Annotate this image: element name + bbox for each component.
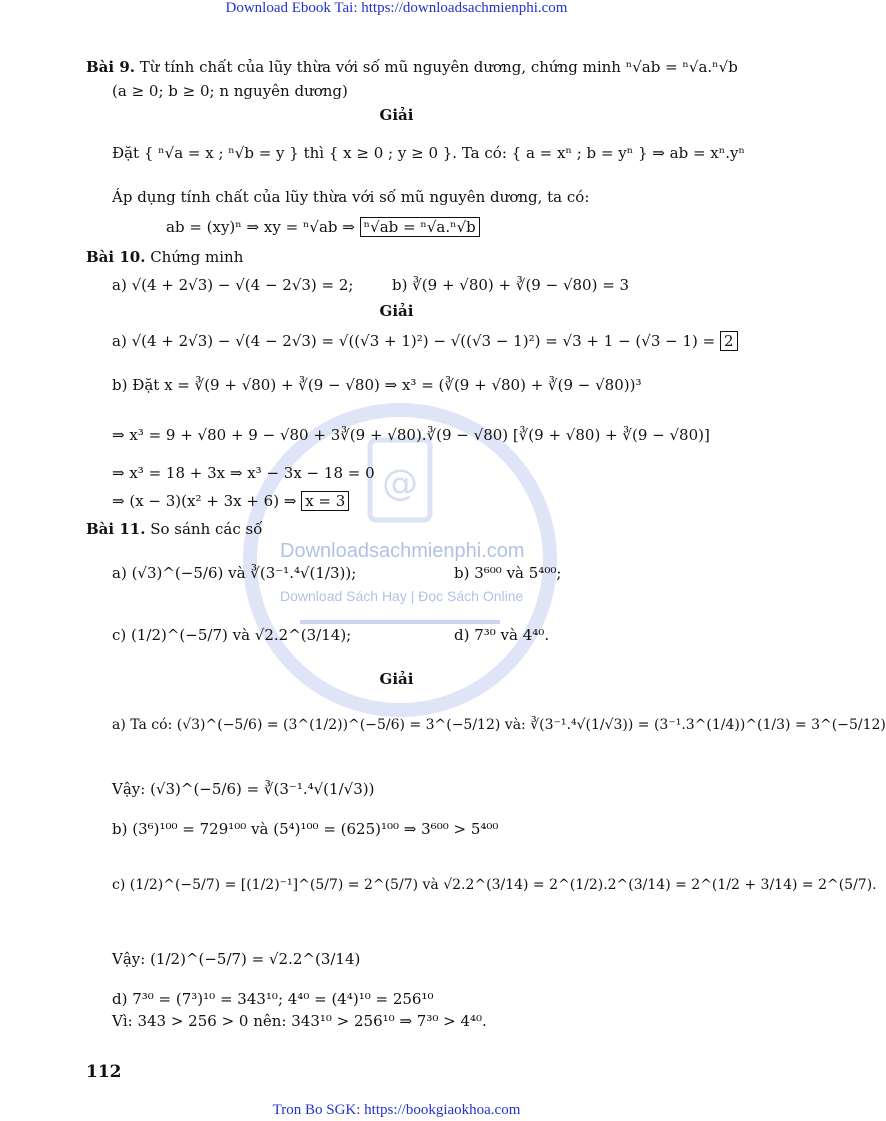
bai9-statement: Từ tính chất của lũy thừa với số mũ nguyên dương, chứng minh ⁿ√ab = ⁿ√a.ⁿ√b: [139, 58, 738, 76]
bai9-line: [86, 60, 738, 75]
bai11-line: [86, 522, 262, 537]
bai9-condition: (a ≥ 0; b ≥ 0; n nguyên dương): [112, 82, 348, 100]
bai11-solution-a2: Vậy: (√3)^(−5/6) = ∛(3⁻¹.⁴√(1/√3)): [112, 780, 375, 798]
bai9-result: [166, 220, 480, 235]
bai11-question-d: d) 7³⁰ và 4⁴⁰.: [454, 626, 550, 644]
bai10-sa-box: 2: [720, 331, 738, 351]
bai10-line: [86, 250, 243, 265]
footer-link[interactable]: Tron Bo SGK: https://bookgiaokhoa.com: [272, 1102, 521, 1118]
watermark-subtitle: Download Sách Hay | Đọc Sách Online: [280, 588, 524, 604]
bai10-solution-b4: [112, 494, 349, 509]
header-link[interactable]: Download Ebook Tai: https://downloadsachmienphi.com: [225, 0, 568, 16]
bai10-sa-text: a) √(4 + 2√3) − √(4 − 2√3) = √((√3 + 1)²) − √((√3 − 1)²) = √3 + 1 − (√3 − 1) =: [112, 332, 716, 350]
bai11-question-c: c) (1/2)^(−5/7) và √2.2^(3/14);: [112, 626, 352, 644]
bai11-statement: So sánh các số: [150, 520, 263, 538]
bai10-sb4-text: ⇒ (x − 3)(x² + 3x + 6) ⇒: [112, 492, 297, 510]
bai10-solution-b2: ⇒ x³ = 9 + √80 + 9 − √80 + 3∛(9 + √80).∛(9 − √80) [∛(9 + √80) + ∛(9 − √80)]: [112, 426, 710, 444]
bai9-giai: Giải: [379, 106, 414, 124]
bai10-solution-b1: b) Đặt x = ∛(9 + √80) + ∛(9 − √80) ⇒ x³ = (∛(9 + √80) + ∛(9 − √80))³: [112, 376, 642, 394]
bai11-solution-d2: Vì: 343 > 256 > 0 nên: 343¹⁰ > 256¹⁰ ⇒ 7³⁰ > 4⁴⁰.: [112, 1012, 487, 1030]
bai11-question-b: b) 3⁶⁰⁰ và 5⁴⁰⁰;: [454, 564, 562, 582]
bai10-title: Bài 10.: [86, 248, 146, 266]
svg-text:@: @: [382, 463, 418, 504]
watermark-title: Downloadsachmienphi.com: [280, 540, 525, 562]
bai10-solution-a: [112, 334, 738, 349]
bai11-title: Bài 11.: [86, 520, 146, 538]
bai10-giai: Giải: [379, 302, 414, 320]
bai9-result-box: ⁿ√ab = ⁿ√a.ⁿ√b: [360, 217, 480, 237]
bai11-solution-d1: d) 7³⁰ = (7³)¹⁰ = 343¹⁰; 4⁴⁰ = (4⁴)¹⁰ = 256¹⁰: [112, 990, 434, 1008]
bai9-title: Bài 9.: [86, 58, 135, 76]
bai10-solution-b3: ⇒ x³ = 18 + 3x ⇒ x³ − 3x − 18 = 0: [112, 464, 375, 482]
bai10-sb4-box: x = 3: [301, 491, 349, 511]
page-number: 112: [86, 1062, 122, 1082]
bai11-solution-a1: a) Ta có: (√3)^(−5/6) = (3^(1/2))^(−5/6) = 3^(−5/12) và: ∛(3⁻¹.⁴√(1/√3)) = (3⁻¹.3^(1/4))^(1/3) = 3^(−5/12): [112, 717, 886, 733]
bai11-solution-c1: c) (1/2)^(−5/7) = [(1/2)⁻¹]^(5/7) = 2^(5/7) và √2.2^(3/14) = 2^(1/2).2^(3/14) = 2^(1/2 + 3/14) = 2^(5/7).: [112, 877, 877, 893]
bai9-dat: Đặt { ⁿ√a = x ; ⁿ√b = y } thì { x ≥ 0 ; y ≥ 0 }. Ta có: { a = xⁿ ; b = yⁿ } ⇒ ab = xⁿ.yⁿ: [112, 144, 745, 162]
bai10-statement: Chứng minh: [150, 248, 244, 266]
bai11-solution-b: b) (3⁶)¹⁰⁰ = 729¹⁰⁰ và (5⁴)¹⁰⁰ = (625)¹⁰⁰ ⇒ 3⁶⁰⁰ > 5⁴⁰⁰: [112, 820, 499, 838]
bai11-solution-c2: Vậy: (1/2)^(−5/7) = √2.2^(3/14): [112, 950, 361, 968]
bai11-question-a: a) (√3)^(−5/6) và ∛(3⁻¹.⁴√(1/3));: [112, 564, 357, 582]
bai10-question-b: b) ∛(9 + √80) + ∛(9 − √80) = 3: [392, 276, 630, 294]
bai10-question-a: a) √(4 + 2√3) − √(4 − 2√3) = 2;: [112, 276, 354, 294]
bai11-giai: Giải: [379, 670, 414, 688]
bai9-apdung: Áp dụng tính chất của lũy thừa với số mũ nguyên dương, ta có:: [112, 188, 590, 206]
bai9-result-text: ab = (xy)ⁿ ⇒ xy = ⁿ√ab ⇒: [166, 218, 355, 236]
